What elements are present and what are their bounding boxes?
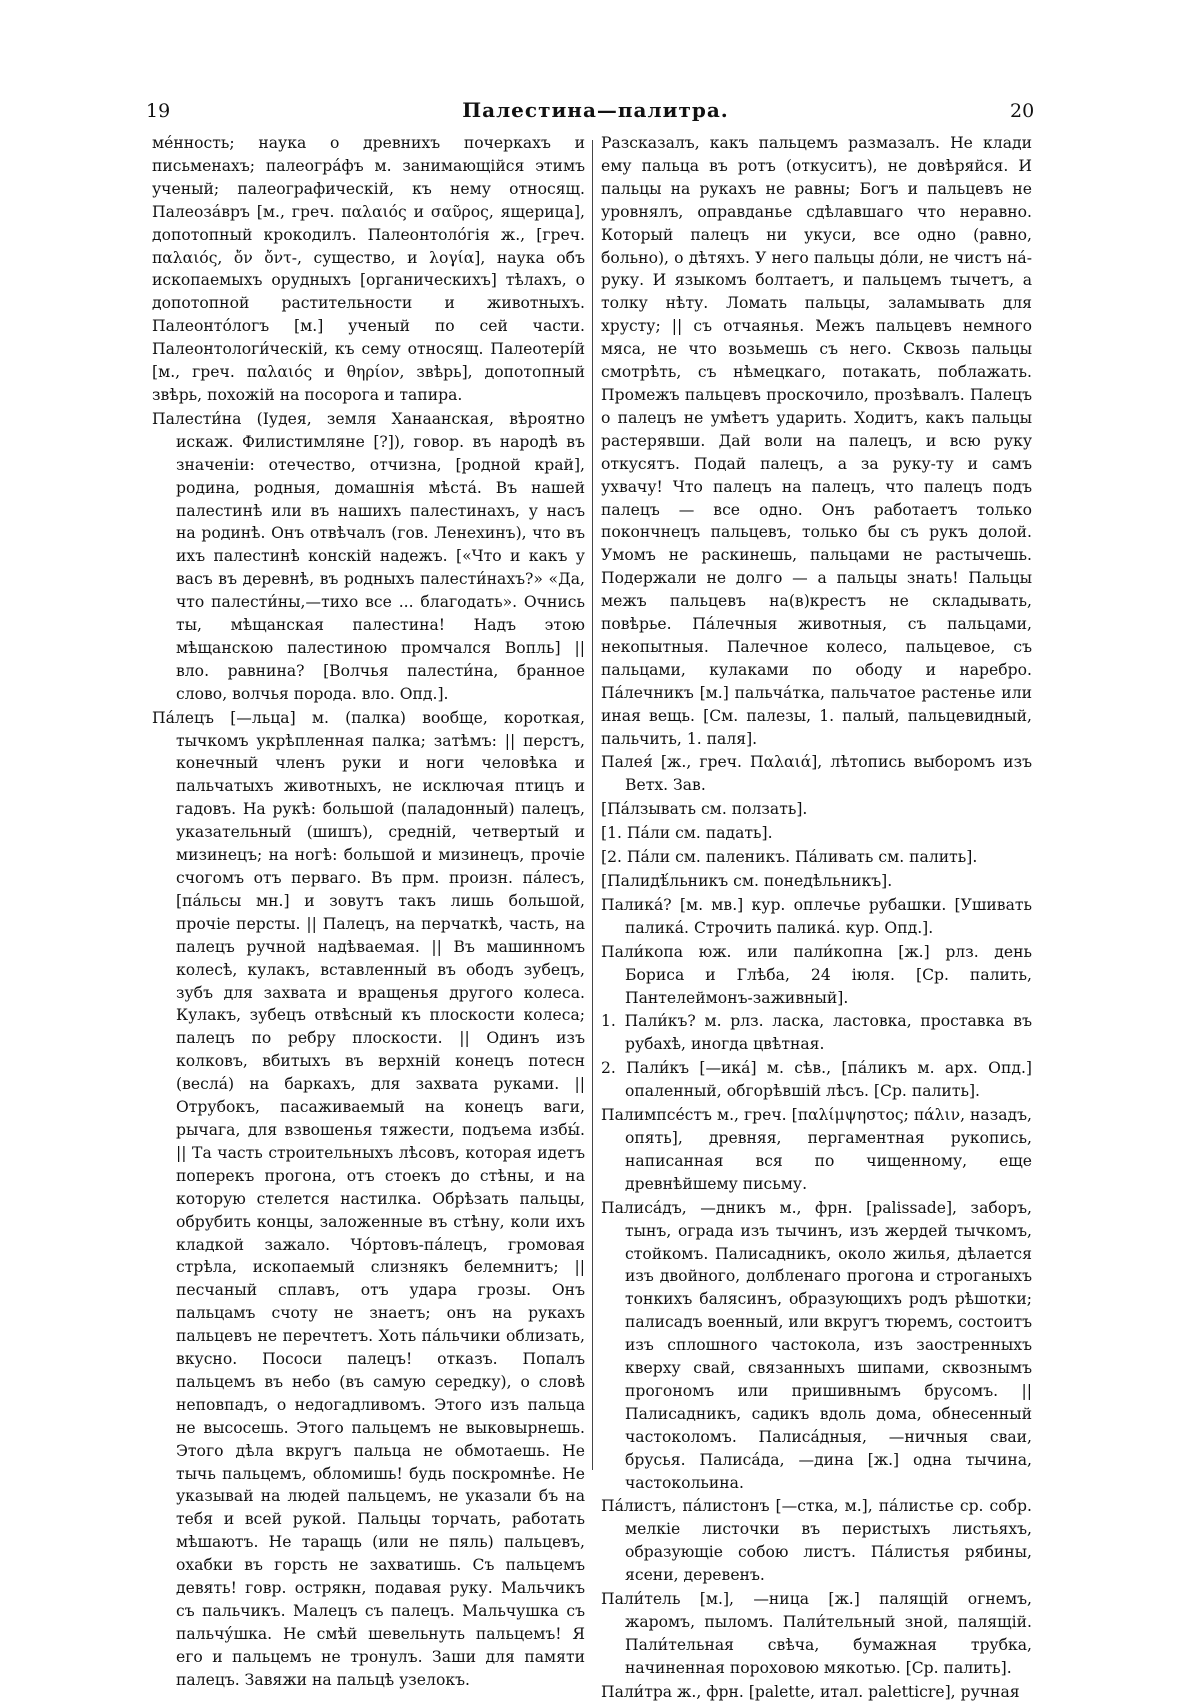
column-divider — [592, 140, 593, 1470]
running-head: Палестина—палитра. — [462, 98, 729, 122]
entry-paragraph: Па́лецъ [—льца] м. (палка) вообще, короткая, тычкомъ укрѣпленная палка; затѣмъ: || перстъ, конечный членъ руки и ноги человѣка и пальчатыхъ животныхъ, не исключая птицъ и гадовъ. На рукѣ: большой (паладонный) палецъ, указательный (шишъ), средній, четвертый и мизинецъ; на ногѣ: большой и мизинецъ, прочіе счогомъ отъ перваго. Въ прм. произн. па́лесъ, [па́льсы мн.] и зовутъ такъ лишь большой, прочіе персты. || Палецъ, на перчаткѣ, часть, на палецъ ручной надѣваемая. || Въ машинномъ колесѣ, кулакъ, вставленный въ ободъ зубецъ, зубъ для захвата и вращенья другого колеса. Кулакъ, зубецъ отвѣсный къ плоскости колеса; палецъ по ребру плоскости. || Одинъ изъ колковъ, вбитыхъ въ верхній конецъ потесн (весла́) на баркахъ, для захвата руками. || Отрубокъ, пасаживаемый на конецъ ваги, рычага, для взвошенья тяжести, подъема избы́. || Та часть строительныхъ лѣсовъ, которая идетъ поперекъ прогона, отъ стоекъ до стѣны, и на которую стелется настилка. Обрѣзать пальцы, обрубить концы, заложенные въ стѣну, коли ихъ кладкой зажало. Чо́ртовъ-па́лецъ, громовая стрѣла, ископаемый слизнякъ белемнитъ; || песчаный сплавъ, отъ удара грозы. Онъ пальцамъ счоту не знаетъ; онъ на рукахъ пальцевъ не перечтетъ. Хоть па́льчики облизать, вкусно. Пососи палецъ! отказъ. Попалъ пальцемъ въ небо (въ самую середку), о словѣ неповпадъ, о недогадливомъ. Этого изъ пальца не высосешь. Этого пальцемъ не выковырнешь. Этого дѣла вкругъ пальца не обмотаешь. Не тычь пальцемъ, обломишь! будь поскромнѣе. Не указывай на людей пальцемъ, не указали бъ на тебя и всей рукой. Пальцы торчать, работать мѣшаютъ. Не таращь (или не пяль) пальцевъ, охабки въ горсть не захватишь. Съ пальцемъ девять! говр. острякн, подавая руку. Мальчикъ съ пальчикъ. Малецъ съ палецъ. Мальчушка съ пальчу́шка. Не смѣй шевельнуть пальцемъ! Я его и пальцемъ не тронулъ. Заши для памяти палецъ. Завяжи на пальцѣ узелокъ. — [152, 708, 585, 1689]
page-number-left: 19 — [146, 100, 171, 122]
page-number-right: 20 — [1010, 100, 1035, 122]
entry-paragraph: Палести́на (Іудея, земля Ханаанская, вѣроятно искаж. Филистимляне [?]), говор. въ народѣ въ значеніи: отечество, отчизна, [родной край], родина, родныя, домашнія мѣста́. Въ нашей палестинѣ или въ нашихъ палестинахъ, у насъ на родинѣ. Онъ отвѣчалъ (гов. Ленехинъ), что въ ихъ палестинѣ конскій надежъ. [«Что и какъ у васъ въ деревнѣ, въ родныхъ палести́нахъ?» «Да, что палести́ны,—тихо все ... благодать». Очнись ты, мѣщанская палестина! Надъ этою мѣщанскою палестиною промчался Вопль] || вло. равнина? [Волчья палести́на, бранное слово, волчья порода. вло. Опд.]. — [152, 409, 585, 703]
entry-paragraph: [2. Па́ли см. паленикъ. Па́ливать см. палить]. — [601, 848, 978, 867]
entry-paragraph: [Па́лзывать см. ползать]. — [601, 800, 808, 819]
entry-paragraph: ме́нность; наука о древнихъ почеркахъ и письменахъ; палеогра́фъ м. занимающійся этимъ ученый; палеографическій, къ нему относящ. Палеоза́връ [м., греч. παλαιός и σαῦρος, ящерица], допотопный крокодилъ. Палеонтоло́гія ж., [греч. παλαιός, ὄν ὄντ-, существо, и λογία], наука объ ископаемыхъ орудныхъ [органическихъ] тѣлахъ, о допотопной растительности и животныхъ. Палеонто́логъ [м.] ученый по сей части. Палеонтологи́ческій, къ сему относящ. Палеотері́й [м., греч. παλαιός и θηρίον, звѣрь], допотопный звѣрь, похожій на посорога и тапира. — [152, 134, 585, 404]
entry-paragraph: 2. Пали́къ [—ика́] м. сѣв., [па́ликъ м. арх. Опд.] опаленный, обгорѣвшій лѣсъ. [Ср. палить]. — [601, 1059, 1032, 1101]
entry-paragraph: [Палидѣ́льникъ см. понедѣльникъ]. — [601, 872, 893, 890]
entry-paragraph: Пали́тель [м.], —ница [ж.] палящій огнемъ, жаромъ, пыломъ. Пали́тельный зной, палящій. Пали́тельная свѣча, бумажная трубка, начиненная пороховою мякотью. [Ср. палить]. — [601, 1590, 1032, 1677]
entry-paragraph: Палея́ [ж., греч. Παλαιά], лѣтопись выборомъ изъ Ветх. Зав. — [601, 753, 1032, 795]
entry-paragraph: Палимпсе́стъ м., греч. [παλίμψηστος; πάλιν, назадъ, опять], древняя, пергаментная рукопись, написанная вся по чищенному, еще древнѣйшему письму. — [601, 1106, 1032, 1193]
entry-paragraph: Па́листъ, па́листонъ [—стка, м.], па́листье ср. собр. мелкіе листочки въ перистыхъ листьяхъ, образующіе собою листъ. Па́листья рябины, ясени, деревенъ. — [601, 1497, 1032, 1585]
entry-paragraph: Разсказалъ, какъ пальцемъ размазалъ. Не клади ему пальца въ ротъ (откуситъ), не довѣряйся. И пальцы на рукахъ не равны; Богъ и пальцевъ не уровнялъ, оправданье сдѣлавшаго что неравно. Который палецъ ни укуси, все одно (равно, больно), о дѣтяхъ. У него пальцы до́ли, не чистъ на́-руку. И языкомъ болтаетъ, и пальцемъ тычетъ, а толку нѣту. Ломать пальцы, заламывать для хрусту; || съ отчаянья. Межъ пальцевъ немного мяса, не что возьмешь съ него. Сквозь пальцы смотрѣть, съ нѣмецкаго, потакать, поблажать. Промежъ пальцевъ проскочило, прозѣвалъ. Палецъ о палецъ не умѣетъ ударить. Ходитъ, какъ пальцы растерявши. Дай воли на палецъ, и всю руку откусятъ. Подай палецъ, а за руку-ту и самъ ухвачу! Что палецъ на палецъ, что палецъ подъ палецъ — все одно. Онъ работаетъ только покончнецъ пальцевъ, только бы съ рукъ долой. Умомъ не раскинешь, пальцами не растычешь. Подержали не долго — а пальцы знать! Пальцы межъ пальцевъ на(в)крестъ не складывать, повѣрье. Па́лечныя животныя, съ пальцами, некопытныя. Палечное колесо, пальцевое, съ пальцами, кулаками по ободу и наребро. Па́лечникъ [м.] пальча́тка, пальчатое растенье или иная вещь. [См. палезы, 1. палый, пальцевидный, пальчить, 1. паля]. — [601, 134, 1032, 748]
right-column — [601, 132, 1032, 1704]
entry-paragraph: 1. Пали́къ? м. рлз. ласка, ластовка, проставка въ рубахѣ, иногда цвѣтная. — [601, 1012, 1032, 1054]
entry-paragraph: Пали́копа юж. или пали́копна [ж.] рлз. день Бориса и Глѣба, 24 іюля. [Ср. палить, Пантелеймонъ-заживный]. — [601, 942, 1032, 1007]
entry-paragraph: Палиса́дъ, —дникъ м., фрн. [palissade], заборъ, тынъ, ограда изъ тычинъ, изъ жердей тычкомъ, стойкомъ. Палисадникъ, около жилья, дѣлается изъ двойного, долбленаго прогона и строганыхъ тонкихъ балясинъ, образующихъ родъ рѣшотки; палисадъ военный, или вкругъ тюремъ, состоитъ изъ сплошного частокола, изъ заостренныхъ кверху свай, связанныхъ шипами, сквознымъ прогономъ или пришивнымъ брусомъ. || Палисадникъ, садикъ вдоль дома, обнесенный частоколомъ. Палиса́дныя, —ничныя сваи, брусья. Палиса́да, —дина [ж.] одна тычина, частокольина. — [601, 1198, 1032, 1492]
entry-paragraph: Палика́? [м. мв.] кур. оплечье рубашки. [Ушивать палика́. Строчить палика́. кур. Опд.]. — [601, 895, 1032, 937]
left-column — [152, 132, 585, 1692]
entry-paragraph: [1. Па́ли см. падать]. — [601, 824, 773, 843]
entry-paragraph: Пали́тра ж., фрн. [palette, итал. paletticre], ручная — [601, 1682, 1020, 1701]
